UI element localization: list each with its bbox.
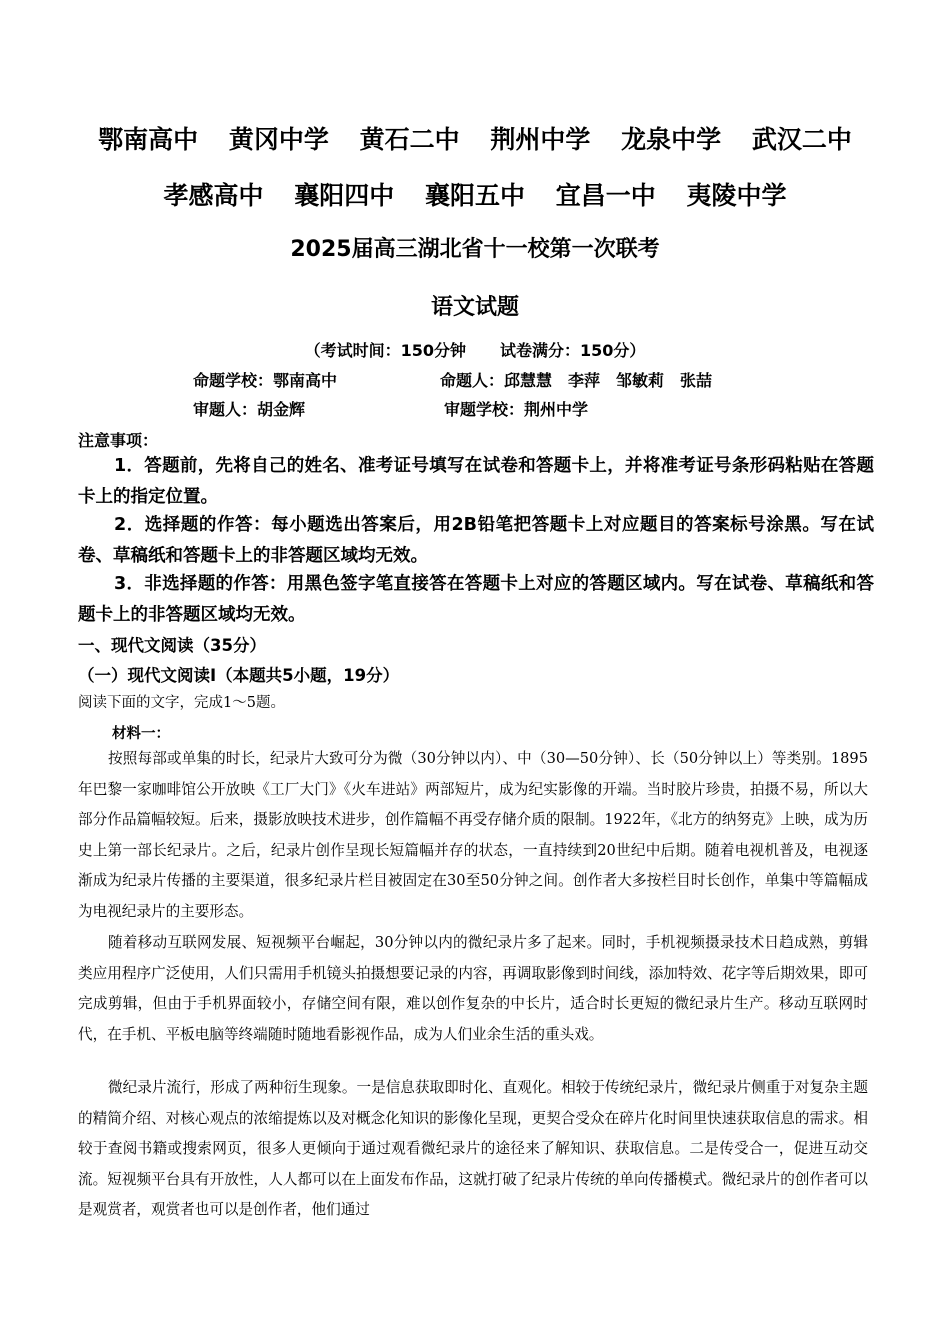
exam-title: 2025届高三湖北省十一校第一次联考 — [290, 237, 660, 262]
school-list-line-1 — [0, 120, 950, 156]
note-item: 3．非选择题的作答：用黑色签字笔直接答在答题卡上对应的答题区域内。写在试卷、草稿纸和答题卡上的非答题区域均无效。 — [78, 574, 874, 625]
subsection-heading: （一）现代文阅读Ⅰ（本题共5小题，19分） — [78, 666, 400, 685]
body-paragraph: 微纪录片流行，形成了两种衍生现象。一是信息获取即时化、直观化。相较于传统纪录片，微纪录片侧重于对复杂主题的精简介绍、对核心观点的浓缩提炼以及对概念化知识的影像化呈现，更契合受众在碎片化时间里快速获取信息的需求。相较于查阅书籍或搜索网页，很多人更倾向于通过观看微纪录片的途径来了解知识、获取信息。二是传受合一，促进互动交流。短视频平台具有开放性，人人都可以在上面发布作品，这就打破了纪录片传统的单向传播模式。微纪录片的创作者可以是观赏者，观赏者也可以是创作者，他们通过 — [78, 1079, 868, 1219]
school-list-line-2 — [0, 176, 950, 212]
review-school: 审题学校：荆州中学 — [444, 400, 589, 419]
setters: 命题人：邱慧慧 李萍 邹敏莉 张喆 — [440, 371, 713, 390]
notes-heading: 注意事项： — [78, 431, 159, 450]
note-item: 2．选择题的作答：每小题选出答案后，用2B铅笔把答题卡上对应题目的答案标号涂黑。写在试卷、草稿纸和答题卡上的非答题区域均无效。 — [78, 515, 874, 566]
school-name: 龙泉中学 — [621, 125, 722, 154]
school-name: 夷陵中学 — [686, 181, 787, 210]
setting-school: 命题学校：鄂南高中 — [193, 371, 338, 390]
school-name: 武汉二中 — [751, 125, 852, 154]
school-name: 襄阳四中 — [294, 181, 395, 210]
school-name: 鄂南高中 — [98, 125, 199, 154]
school-name: 黄冈中学 — [228, 125, 329, 154]
exam-time-info — [0, 338, 950, 361]
body-paragraph: 随着移动互联网发展、短视频平台崛起，30分钟以内的微纪录片多了起来。同时，手机视频摄录技术日趋成熟，剪辑类应用程序广泛使用，人们只需用手机镜头拍摄想要记录的内容，再调取影像到时间线，添加特效、花字等后期效果，即可完成剪辑，但由于手机界面较小，存储空间有限，难以创作复杂的中长片，适合时长更短的微纪录片生产。移动互联网时代，在手机、平板电脑等终端随时随地看影视作品，成为人们业余生活的重头戏。 — [78, 934, 868, 1043]
score-info: 试卷满分：150分） — [500, 341, 646, 360]
reviewer: 审题人：胡金辉 — [193, 400, 306, 419]
reading-instruction: 阅读下面的文字，完成1～5题。 — [78, 695, 285, 711]
time-info: （考试时间：150分钟 — [304, 341, 466, 360]
subject-title: 语文试题 — [430, 295, 519, 320]
body-paragraph: 按照每部或单集的时长，纪录片大致可分为微（30分钟以内）、中（30—50分钟）、长（50分钟以上）等类别。1895年巴黎一家咖啡馆公开放映《工厂大门》《火车进站》两部短片，成为纪实影像的开端。当时胶片珍贵，拍摄不易，所以大部分作品篇幅较短。后来，摄影放映技术进步，创作篇幅不再受存储介质的限制。1922年，《北方的纳努克》上映，成为历史上第一部长纪录片。之后，纪录片创作呈现长短篇幅并存的状态，一直持续到20世纪中后期。随着电视机普及，电视逐渐成为纪录片传播的主要渠道，很多纪录片栏目被固定在30至50分钟之间。创作者大多按栏目时长创作，单集中等篇幅成为电视纪录片的主要形态。 — [78, 750, 868, 920]
school-name: 黄石二中 — [359, 125, 460, 154]
school-name: 荆州中学 — [490, 125, 591, 154]
note-item: 1．答题前，先将自己的姓名、准考证号填写在试卷和答题卡上，并将准考证号条形码粘贴在答题卡上的指定位置。 — [78, 456, 874, 507]
school-name: 孝感高中 — [163, 181, 264, 210]
school-name: 襄阳五中 — [424, 181, 525, 210]
material-label: 材料一： — [112, 726, 170, 742]
school-name: 宜昌一中 — [555, 181, 656, 210]
section-heading: 一、现代文阅读（35分） — [78, 636, 266, 655]
